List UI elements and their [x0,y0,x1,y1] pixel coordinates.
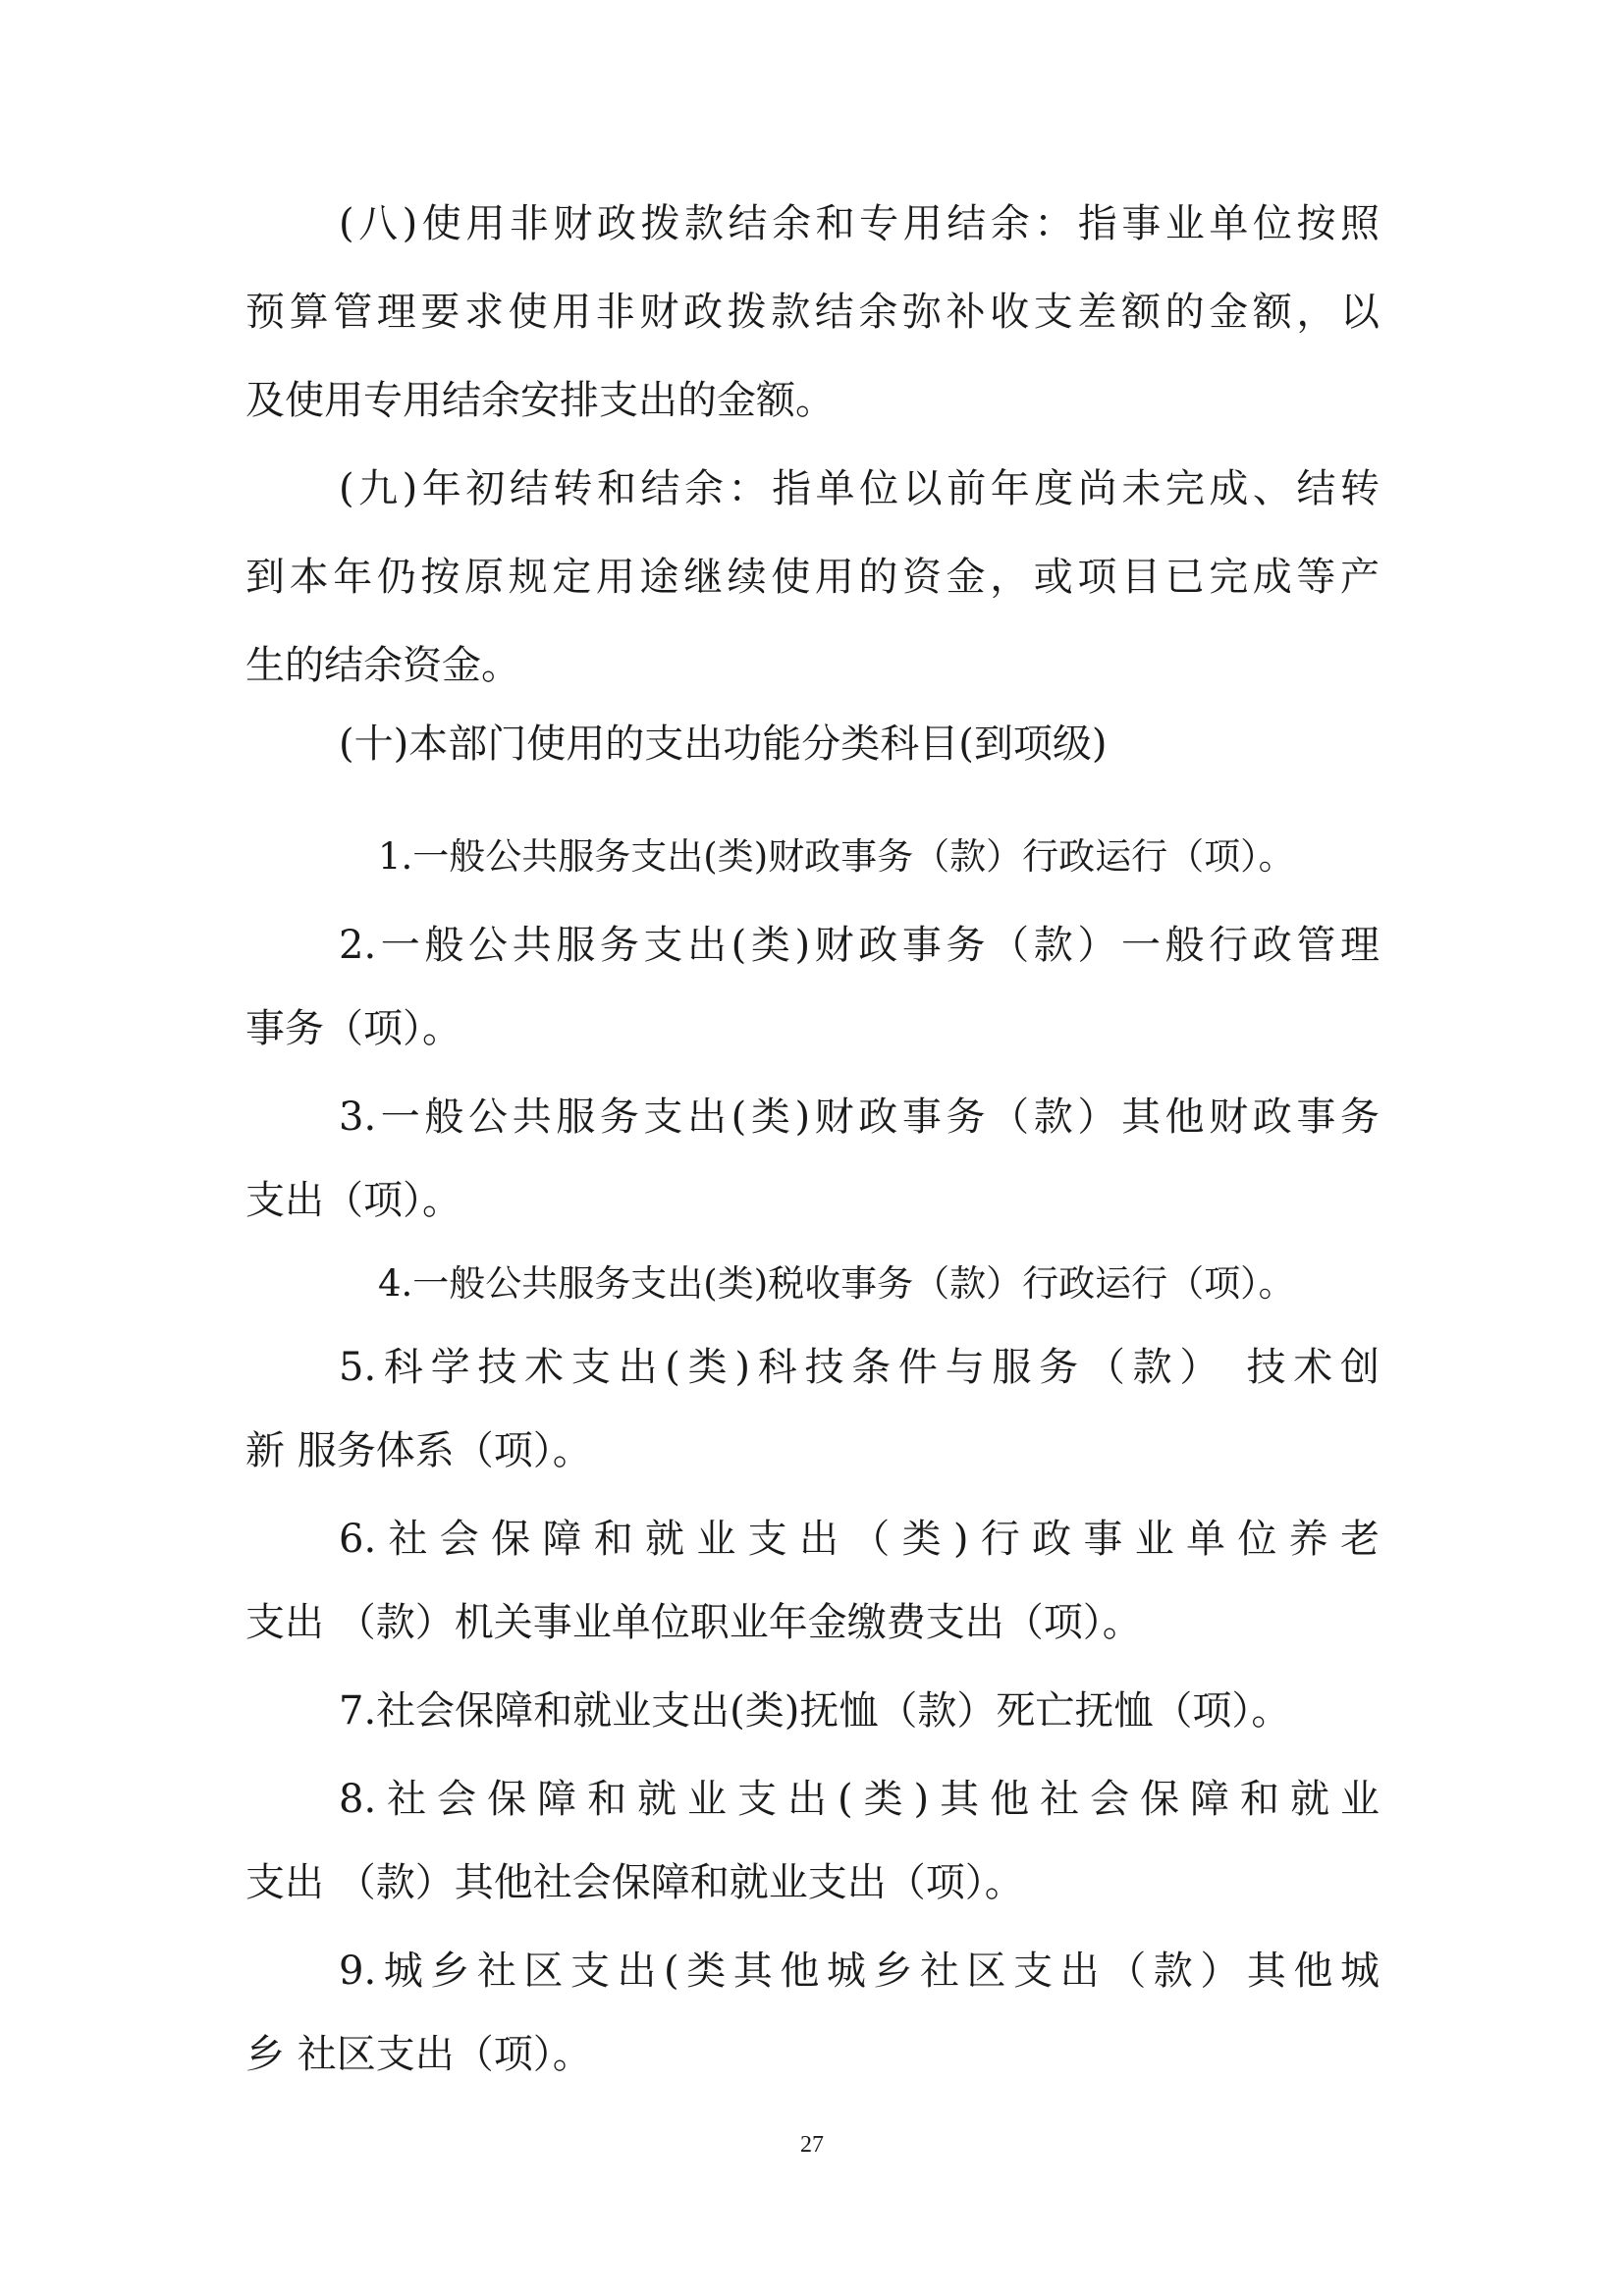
page-number: 27 [800,2132,824,2158]
list-item-7: 7.社会保障和就业支出(类)抚恤（款）死亡抚恤（项）。 [339,1688,1291,1734]
list-item-8-line-1: 8.社会保障和就业支出(类)其他社会保障和就业 [339,1777,1380,1822]
paragraph-8-line-3: 及使用专用结余安排支出的金额。 [245,378,835,423]
section-10-heading: (十)本部门使用的支出功能分类科目(到项级) [339,721,1108,767]
list-item-3-line-1: 3.一般公共服务支出(类)财政事务（款）其他财政事务 [339,1095,1380,1140]
list-item-9-line-2: 乡 社区支出（项）。 [245,2032,592,2077]
paragraph-9-line-2: 到本年仍按原规定用途继续使用的资金，或项目已完成等产 [245,555,1380,600]
paragraph-8-line-2: 预算管理要求使用非财政拨款结余弥补收支差额的金额，以 [245,290,1380,335]
list-item-1: 1.一般公共服务支出(类)财政事务（款）行政运行（项）。 [378,835,1295,878]
paragraph-9-line-1: (九)年初结转和结余：指单位以前年度尚未完成、结转 [339,466,1380,511]
list-item-5-line-2: 新 服务体系（项）。 [245,1428,592,1473]
list-item-4: 4.一般公共服务支出(类)税收事务（款）行政运行（项）。 [378,1262,1295,1305]
paragraph-8-line-1: (八)使用非财政拨款结余和专用结余：指事业单位按照 [339,201,1380,246]
list-item-6-line-1: 6.社会保障和就业支出（类)行政事业单位养老 [339,1517,1380,1562]
list-item-6-line-2: 支出 （款）机关事业单位职业年金缴费支出（项）。 [245,1600,1142,1645]
list-item-8-line-2: 支出 （款）其他社会保障和就业支出（项）。 [245,1860,1024,1905]
list-item-3-line-2: 支出（项）。 [245,1178,461,1223]
paragraph-9-line-3: 生的结余资金。 [245,643,520,688]
list-item-2-line-2: 事务（项）。 [245,1006,461,1051]
list-item-9-line-1: 9.城乡社区支出(类其他城乡社区支出（款）其他城 [339,1949,1380,1994]
list-item-5-line-1: 5.科学技术支出(类)科技条件与服务（款） 技术创 [339,1345,1380,1390]
list-item-2-line-1: 2.一般公共服务支出(类)财政事务（款）一般行政管理 [339,923,1380,968]
